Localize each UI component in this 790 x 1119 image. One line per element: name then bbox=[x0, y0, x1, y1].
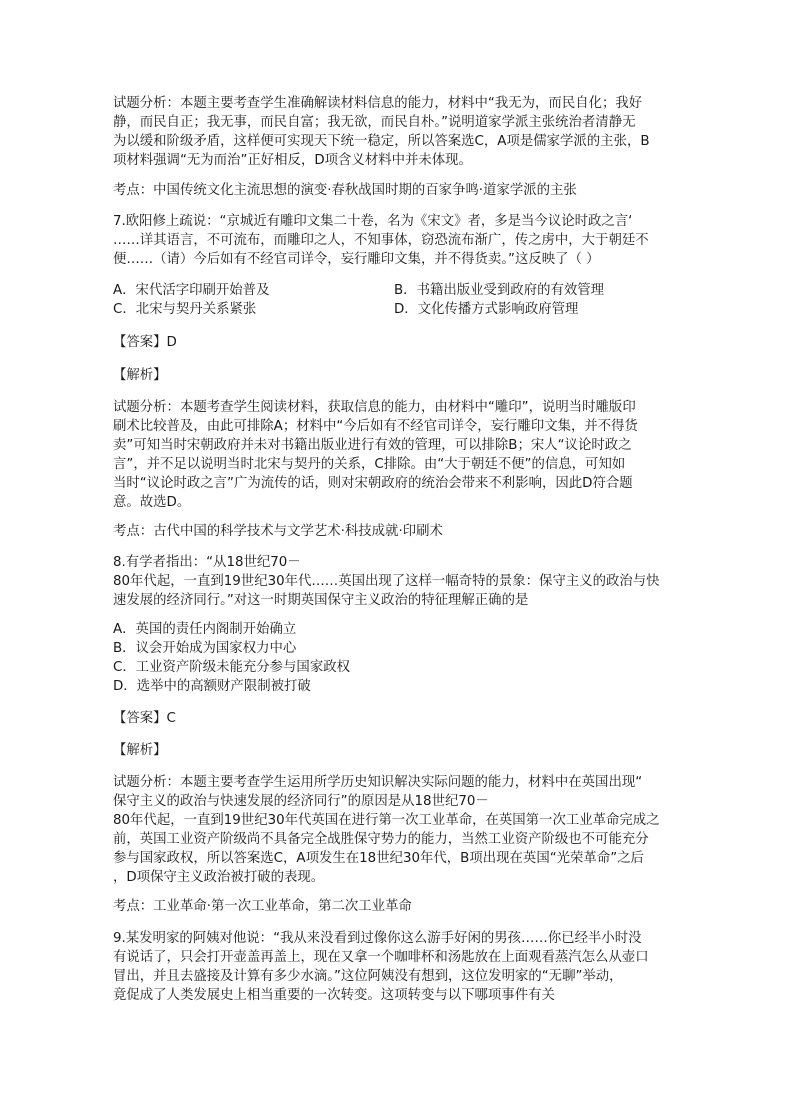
q7-option-c: C．北宋与契丹关系紧张 bbox=[113, 302, 257, 317]
q6-analysis-line-4: 项材料强调“无为而治”正好相反，D项含义材料中并未体现。 bbox=[113, 153, 472, 168]
q6-analysis-line-1: 试题分析：本题主要考查学生准确解读材料信息的能力，材料中“我无为，而民自化；我好 bbox=[113, 96, 643, 111]
q7-option-a: A．宋代活字印刷开始普及 bbox=[113, 283, 270, 298]
q8-option-b: B．议会开始成为国家权力中心 bbox=[113, 641, 297, 656]
q8-stem-line-2: 80年代起，一直到19世纪30年代……英国出现了这样一幅奇特的景象：保守主义的政治与快 bbox=[113, 574, 660, 589]
q8-kaodian: 考点：工业革命·第一次工业革命，第二次工业革命 bbox=[113, 899, 412, 914]
q7-analysis-line-3: 卖”可知当时宋朝政府并未对书籍出版业进行有效的管理，可以排除B；宋人“议论时政之 bbox=[113, 438, 632, 453]
q9-stem-line-2: 有说话了，只会打开壶盖再盖上，现在又拿一个咖啡杯和汤匙放在上面观看蒸汽怎么从壶口 bbox=[113, 950, 649, 965]
q7-kaodian: 考点：古代中国的科学技术与文学艺术·科技成就·印刷术 bbox=[113, 524, 443, 539]
q8-analysis-line-4: 前，英国工业资产阶级尚不具备完全战胜保守势力的能力，当然工业资产阶级也不可能充分 bbox=[113, 832, 649, 847]
q8-analysis-label: 【解析】 bbox=[113, 743, 167, 758]
q7-analysis-line-2: 刷术比较普及，由此可排除A；材料中“今后如有不经官司详令，妄行雕印文集，并不得货 bbox=[113, 419, 638, 434]
q8-analysis-line-6: ，D项保守主义政治被打破的表现。 bbox=[113, 870, 325, 885]
q7-analysis-line-1: 试题分析：本题考查学生阅读材料，获取信息的能力，由材料中“雕印”，说明当时雕版印 bbox=[113, 400, 636, 415]
q9-stem-line-4: 竟促成了人类发展史上相当重要的一次转变。这项转变与以下哪项事件有关 bbox=[113, 988, 555, 1003]
q6-analysis-line-3: 为以缓和阶级矛盾，这样便可实现天下统一稳定，所以答案选C，A项是儒家学派的主张，B bbox=[113, 134, 650, 149]
q8-stem-line-1: 8.有学者指出：“从18世纪70－ bbox=[113, 555, 301, 570]
q8-answer: 【答案】C bbox=[113, 711, 176, 726]
q7-option-b: B．书籍出版业受到政府的有效管理 bbox=[394, 283, 605, 298]
q8-analysis-line-2: 保守主义的政治与快速发展的经济同行”的原因是从18世纪70－ bbox=[113, 794, 489, 809]
q8-analysis-line-1: 试题分析：本题主要考查学生运用所学历史知识解决实际问题的能力，材料中在英国出现“ bbox=[113, 775, 643, 790]
q7-analysis-line-6: 意。故选D。 bbox=[113, 495, 191, 510]
q7-stem-line-2: ……详其语言，不可流布，而雕印之人，不知事体，窃恐流布渐广，传之虏中，大于朝廷不 bbox=[113, 233, 649, 248]
q8-analysis-line-3: 80年代起，一直到19世纪30年代英国在进行第一次工业革命，在英国第一次工业革命完成之 bbox=[113, 813, 660, 828]
q9-stem-line-1: 9.某发明家的阿姨对他说：“我从来没看到过像你这么游手好闲的男孩……你已经半小时没 bbox=[113, 931, 642, 946]
q7-analysis-label: 【解析】 bbox=[113, 368, 167, 383]
q8-stem-line-3: 速发展的经济同行。”对这一时期英国保守主义政治的特征理解正确的是 bbox=[113, 593, 529, 608]
q7-answer: 【答案】D bbox=[113, 335, 177, 350]
q8-option-a: A．英国的责任内阁制开始确立 bbox=[113, 622, 297, 637]
q9-stem-line-3: 冒出，并且去盛接及计算有多少水滴。”这位阿姨没有想到，这位发明家的“无聊”举动， bbox=[113, 969, 623, 984]
q8-analysis-line-5: 参与国家政权，所以答案选C，A项发生在18世纪30年代，B项出现在英国“光荣革命”之后 bbox=[113, 851, 644, 866]
q7-option-d: D．文化传播方式影响政府管理 bbox=[394, 302, 579, 317]
q7-analysis-line-5: 当时“议论时政之言”广为流传的话，则对宋朝政府的统治会带来不利影响，因此D符合题 bbox=[113, 476, 633, 491]
q7-stem-line-3: 便……（请）今后如有不经官司详令，妄行雕印文集，并不得货卖。”这反映了（ ） bbox=[113, 252, 600, 267]
q8-option-c: C．工业资产阶级未能充分参与国家政权 bbox=[113, 660, 350, 675]
q6-kaodian: 考点：中国传统文化主流思想的演变·春秋战国时期的百家争鸣·道家学派的主张 bbox=[113, 183, 577, 198]
q8-option-d: D．选举中的高额财产限制被打破 bbox=[113, 679, 311, 694]
q7-stem-line-1: 7.欧阳修上疏说：“京城近有雕印文集二十卷，名为《宋文》者，多是当今议论时政之言‘ bbox=[113, 214, 633, 229]
q6-analysis-line-2: 静，而民自正；我无事，而民自富；我无欲，而民自朴。”说明道家学派主张统治者清静无 bbox=[113, 115, 636, 130]
q7-analysis-line-4: 言”，并不足以说明当时北宋与契丹的关系，C排除。由“大于朝廷不便”的信息，可知如 bbox=[113, 457, 626, 472]
